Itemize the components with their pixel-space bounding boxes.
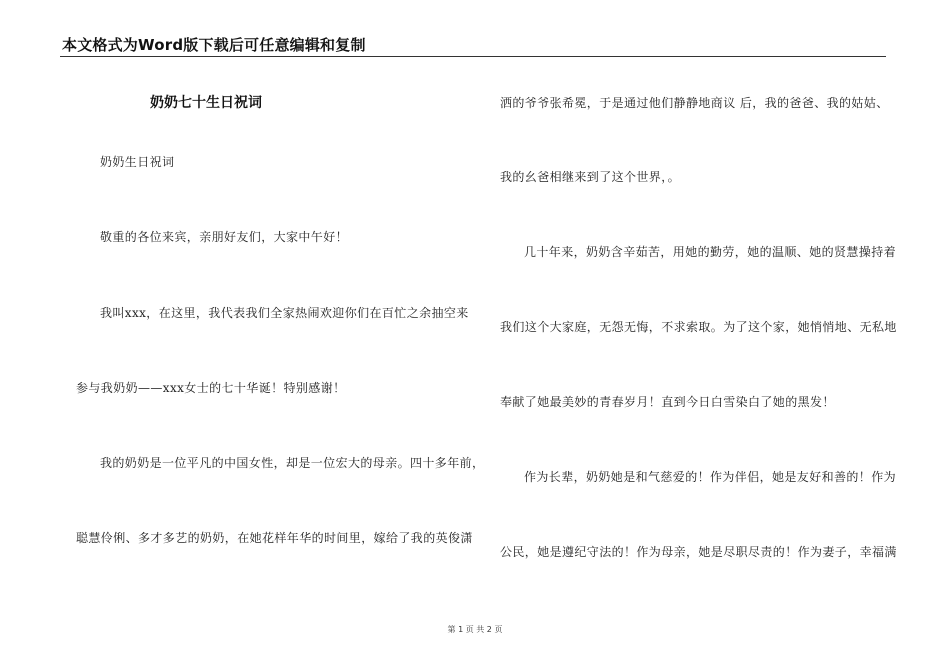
paragraph-line: 作为长辈，奶奶她是和气慈爱的！作为伴侣，她是友好和善的！作为 — [524, 470, 897, 484]
paragraph-line: 奉献了她最美妙的青春岁月！直到今日白雪染白了她的黑发！ — [500, 395, 835, 409]
paragraph-line: 奶奶生日祝词 — [100, 155, 175, 169]
paragraph-line: 几十年来，奶奶含辛茹苦，用她的勤劳，她的温顺、她的贤慧操持着 — [524, 245, 897, 259]
download-banner: 本文格式为Word版下载后可任意编辑和复制 — [62, 36, 366, 54]
right-column — [500, 0, 910, 620]
paragraph-line: 公民，她是遵纪守法的！作为母亲，她是尽职尽责的！作为妻子，幸福满 — [500, 545, 897, 559]
paragraph-line: 我叫xxx，在这里，我代表我们全家热闹欢迎你们在百忙之余抽空来 — [100, 306, 469, 320]
paragraph-line: 我的幺爸相继来到了这个世界，。 — [500, 170, 681, 184]
page-number: 第 1 页 共 2 页 — [447, 625, 503, 634]
paragraph-line: 聪慧伶俐、多才多艺的奶奶，在她花样年华的时间里，嫁给了我的英俊潇 — [76, 531, 473, 545]
left-column — [76, 0, 486, 620]
document-title: 奶奶七十生日祝词 — [150, 95, 262, 111]
paragraph-line: 我们这个大家庭，无怨无悔，不求索取。为了这个家，她悄悄地、无私地 — [500, 320, 897, 334]
paragraph-line: 敬重的各位来宾，亲朋好友们，大家中午好！ — [100, 230, 349, 244]
paragraph-line: 参与我奶奶——xxx女士的七十华诞！特别感谢！ — [76, 381, 346, 395]
paragraph-line: 洒的爷爷张希冕，于是通过他们静静地商议 后，我的爸爸、我的姑姑、 — [500, 96, 889, 110]
paragraph-line: 我的奶奶是一位平凡的中国女性，却是一位宏大的母亲。四十多年前， — [100, 456, 485, 470]
